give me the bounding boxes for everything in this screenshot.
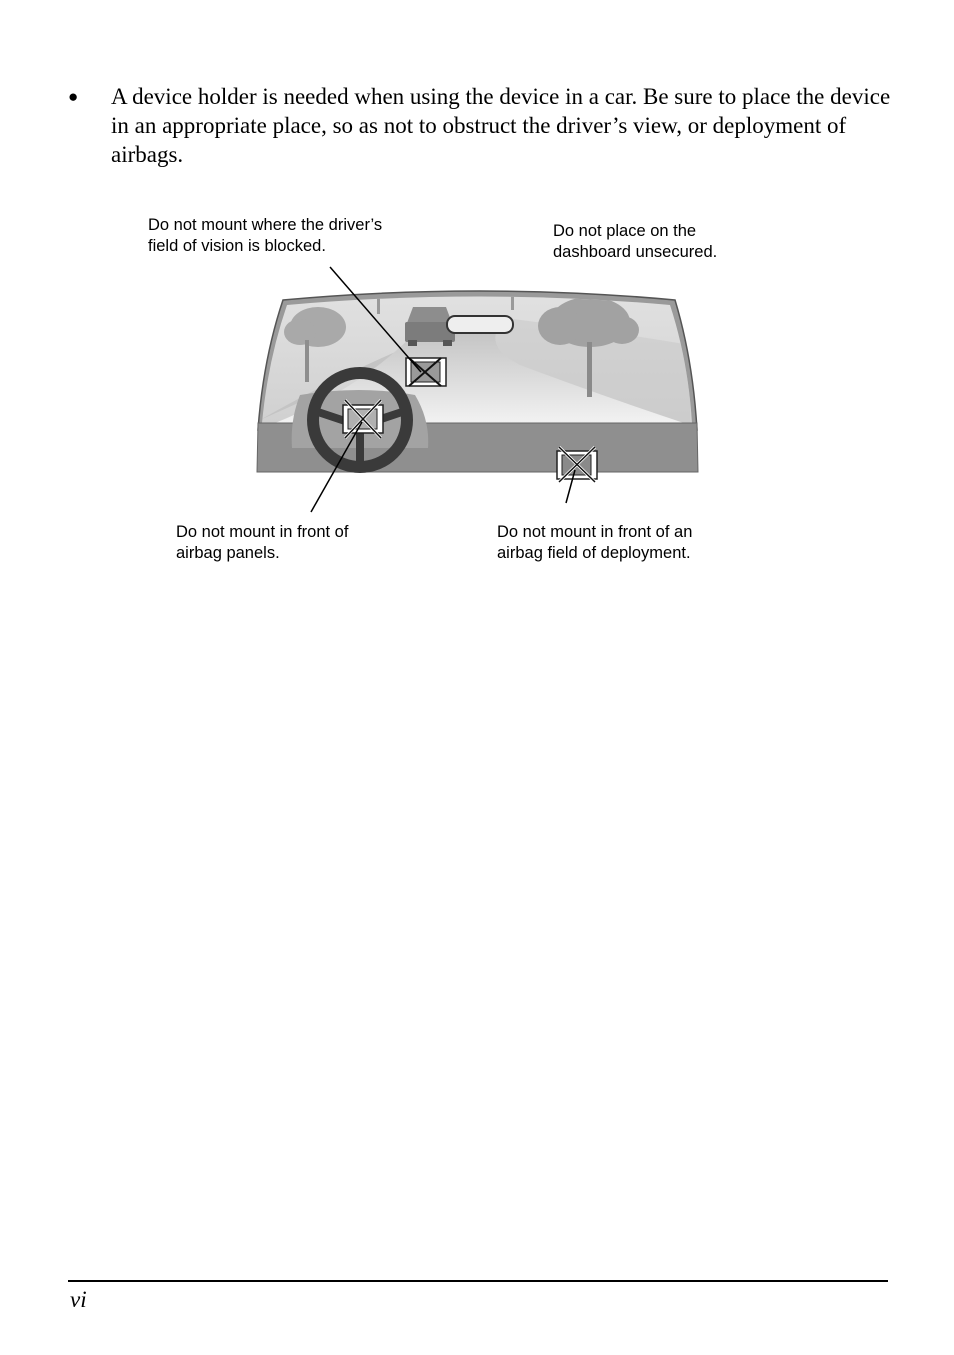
bullet-marker: ● <box>68 87 79 106</box>
callout-airbag-panels <box>176 522 348 564</box>
car-mounting-illustration <box>0 0 954 600</box>
callout-airbag-deployment-field <box>497 522 692 564</box>
footer-rule <box>68 1280 888 1282</box>
callout-line: dashboard unsecured. <box>553 243 718 261</box>
callout-line: Do not mount in front of <box>176 523 349 541</box>
callout-line: Do not mount where the driver’s <box>148 216 383 234</box>
callout-line: airbag field of deployment. <box>497 544 691 562</box>
windshield-illustration <box>0 0 954 600</box>
prohibited-device-airbag-field <box>557 447 597 482</box>
callout-line: airbag panels. <box>176 544 280 562</box>
callout-field-of-vision <box>148 215 382 257</box>
callout-line: Do not mount in front of an <box>497 523 693 541</box>
bullet-text: A device holder is needed when using the device in a car. Be sure to place the device in an appropriate place, so as not to obstruct the driver’s view, or deployment of airbags. <box>111 84 891 167</box>
rear-view-mirror <box>447 316 513 333</box>
callout-line: Do not place on the <box>553 222 697 240</box>
callout-dashboard-unsecured <box>553 221 717 263</box>
page-number: vi <box>70 1287 87 1312</box>
prohibited-device-airbag-panel <box>343 400 383 438</box>
callout-line: field of vision is blocked. <box>148 237 326 255</box>
